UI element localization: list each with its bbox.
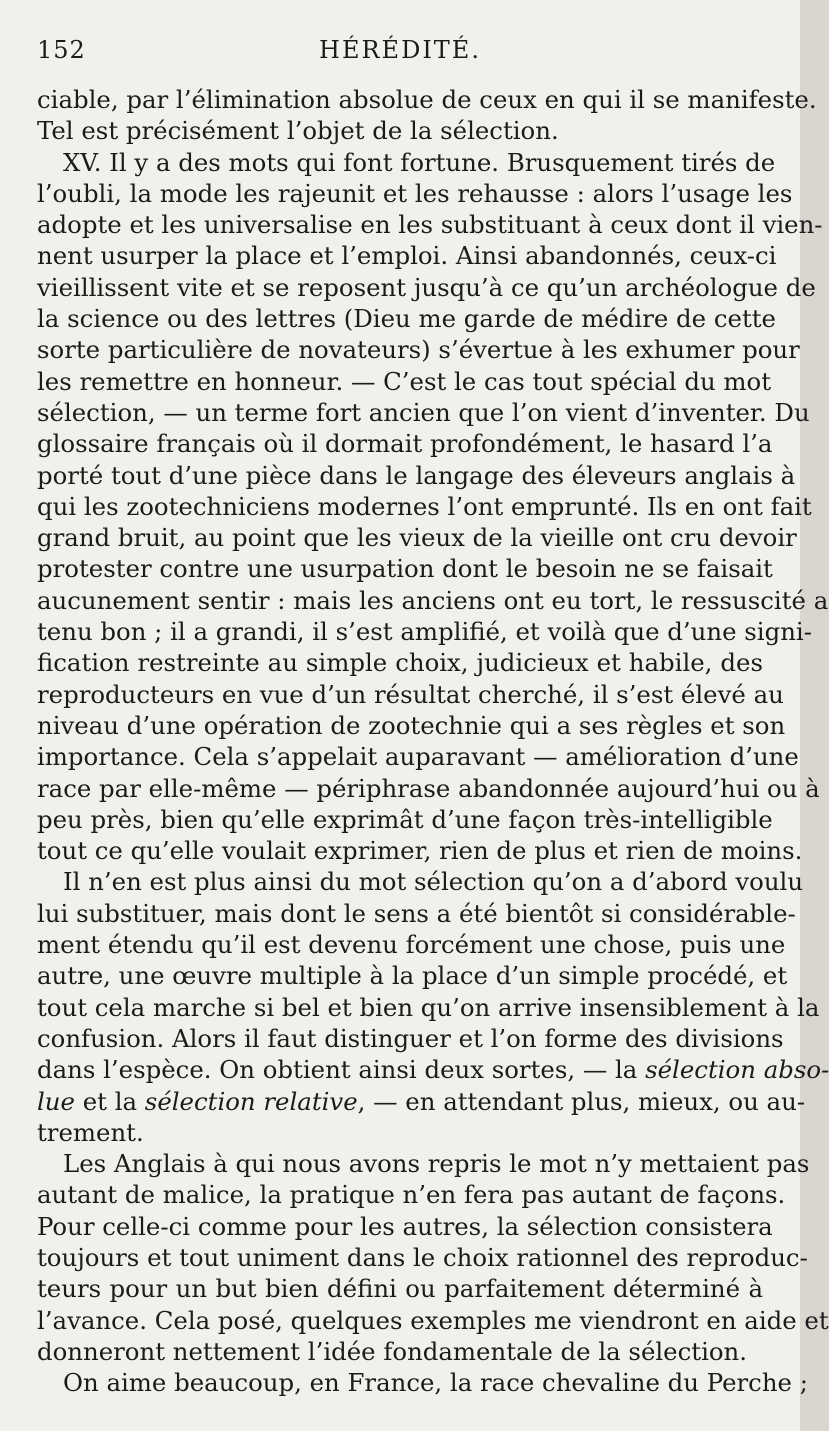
text-line: aucunement sentir : mais les anciens ont eu tort, le ressuscité a <box>37 585 829 615</box>
text-line: glossaire français où il dormait profondément, le hasard l’a <box>37 429 773 459</box>
text-line: toujours et tout uniment dans le choix rationnel des reproduc- <box>37 1242 808 1272</box>
text-line: XV. Il y a des mots qui font fortune. Brusquement tirés de <box>63 147 776 177</box>
text-line: importance. Cela s’appelait auparavant — amélioration d’une <box>37 742 799 772</box>
text-line: confusion. Alors il faut distinguer et l’on forme des divisions <box>37 1023 784 1053</box>
text-line: Les Anglais à qui nous avons repris le mot n’y mettaient pas <box>63 1149 810 1179</box>
running-title: HÉRÉDITÉ. <box>319 36 481 64</box>
text-line: sélection, — un terme fort ancien que l’on vient d’inventer. Du <box>37 397 810 427</box>
text-line: ment étendu qu’il est devenu forcément une chose, puis une <box>37 930 786 960</box>
text-line: protester contre une usurpation dont le besoin ne se faisait <box>37 554 773 584</box>
text-line: qui les zootechniciens modernes l’ont emprunté. Ils en ont fait <box>37 491 812 521</box>
text-line: sorte particulière de novateurs) s’évertue à les exhumer pour <box>37 335 800 365</box>
text-line: lui substituer, mais dont le sens a été bientôt si considérable- <box>37 898 796 928</box>
text-line: vieillissent vite et se reposent jusqu’à ce qu’un archéologue de <box>37 272 816 302</box>
text-line: Tel est précisément l’objet de la sélection. <box>37 116 559 146</box>
text-line: la science ou des lettres (Dieu me garde de médire de cette <box>37 304 776 334</box>
text-line: race par elle-même — périphrase abandonnée aujourd’hui ou à <box>37 773 820 803</box>
italic-term: sélection relative <box>144 1086 358 1116</box>
text-line: niveau d’une opération de zootechnie qui a ses règles et son <box>37 710 786 740</box>
text-line: donneront nettement l’idée fondamentale de la sélection. <box>37 1336 748 1366</box>
text-line: nent usurper la place et l’emploi. Ainsi abandonnés, ceux-ci <box>37 241 777 271</box>
text-line: adopte et les universalise en les substituant à ceux dont il vien- <box>37 210 823 240</box>
text-line: porté tout d’une pièce dans le langage des éleveurs anglais à <box>37 460 796 490</box>
page-body-text <box>37 84 829 1398</box>
text-line: trement. <box>37 1117 144 1147</box>
text-line: Pour celle-ci comme pour les autres, la sélection consistera <box>37 1211 773 1241</box>
text-line: teurs pour un but bien défini ou parfaitement déterminé à <box>37 1274 763 1304</box>
text-line: Il n’en est plus ainsi du mot sélection qu’on a d’abord voulu <box>63 867 804 897</box>
text-run: , — en attendant plus, mieux, ou au- <box>357 1086 806 1116</box>
page-header <box>0 30 800 70</box>
text-line: reproducteurs en vue d’un résultat cherché, il s’est élevé au <box>37 679 784 709</box>
text-line: tout ce qu’elle voulait exprimer, rien de plus et rien de moins. <box>37 836 803 866</box>
text-line: peu près, bien qu’elle exprimât d’une façon très-intelligible <box>37 804 773 834</box>
text-line: fication restreinte au simple choix, judicieux et habile, des <box>37 648 763 678</box>
text-line: autant de malice, la pratique n’en fera pas autant de façons. <box>37 1180 786 1210</box>
text-line: l’oubli, la mode les rajeunit et les rehausse : alors l’usage les <box>37 178 793 208</box>
text-run: dans l’espèce. On obtient ainsi deux sortes, — la <box>37 1055 646 1085</box>
text-line: l’avance. Cela posé, quelques exemples me viendront en aide et <box>37 1305 829 1335</box>
italic-term: sélection abso- <box>645 1055 829 1085</box>
text-line <box>37 1086 806 1117</box>
text-line <box>37 1054 829 1085</box>
text-line: grand bruit, au point que les vieux de la vieille ont cru devoir <box>37 523 797 553</box>
text-line: tenu bon ; il a grandi, il s’est amplifié, et voilà que d’une signi- <box>37 617 812 647</box>
text-line: On aime beaucoup, en France, la race chevaline du Perche ; <box>63 1368 808 1398</box>
text-line: les remettre en honneur. — C’est le cas tout spécial du mot <box>37 366 772 396</box>
text-line: tout cela marche si bel et bien qu’on arrive insensiblement à la <box>37 992 820 1022</box>
page-number: 152 <box>37 36 86 64</box>
text-line: ciable, par l’élimination absolue de ceux en qui il se manifeste. <box>37 85 817 114</box>
italic-term: lue <box>37 1086 75 1116</box>
text-line: autre, une œuvre multiple à la place d’un simple procédé, et <box>37 961 788 991</box>
text-run: et la <box>74 1086 145 1116</box>
